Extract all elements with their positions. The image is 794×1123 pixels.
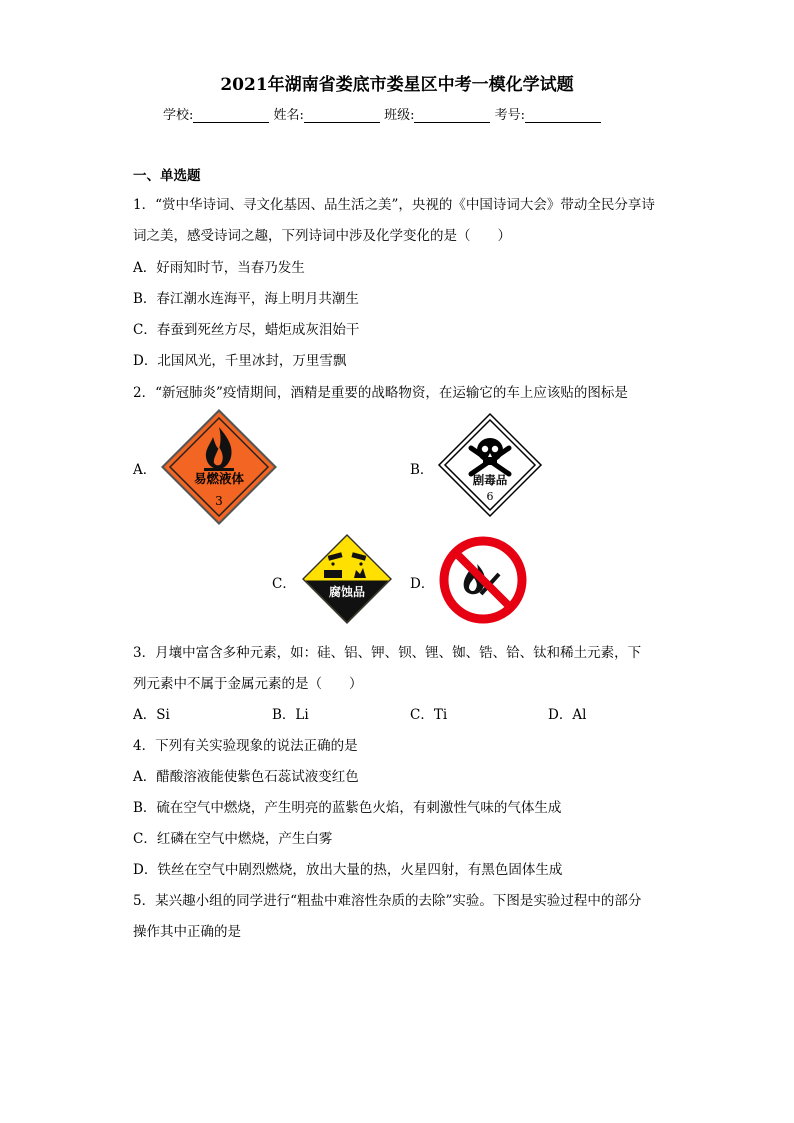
q2-stem: 2．“新冠肺炎”疫情期间，酒精是重要的战略物资，在运输它的车上应该贴的图标是 <box>133 385 628 401</box>
school-label: 学校: <box>163 108 194 123</box>
q4-option-c: C．红磷在空气中燃烧，产生白雾 <box>133 831 333 847</box>
q3-option-d: D．Al <box>548 707 587 723</box>
q1-stem-line1: 1．“赏中华诗词、寻文化基因、品生活之美”，央视的《中国诗词大会》带动全民分享诗 <box>133 197 655 213</box>
class-blank <box>414 109 490 123</box>
no-fire-sign <box>437 534 529 626</box>
q4-stem: 4．下列有关实验现象的说法正确的是 <box>133 738 358 754</box>
q3-stem-line2: 列元素中不属于金属元素的是（ ） <box>133 676 363 692</box>
q1-stem-line2: 词之美，感受诗词之趣，下列诗词中涉及化学变化的是（ ） <box>133 228 511 244</box>
school-blank <box>193 109 269 123</box>
q3-option-a: A．Si <box>133 707 170 723</box>
sign-b-number: 6 <box>486 490 494 503</box>
sign-a-number: 3 <box>215 494 223 508</box>
q1-option-a: A．好雨知时节，当春乃发生 <box>133 260 305 276</box>
q1-option-b: B．春江潮水连海平，海上明月共潮生 <box>133 291 359 307</box>
corrosive-sign <box>300 532 394 626</box>
section-heading: 一、单选题 <box>133 168 201 184</box>
q1-option-c: C．春蚕到死丝方尽，蜡炬成灰泪始干 <box>133 322 360 338</box>
q2-option-d: D． <box>410 576 435 592</box>
q3-option-b: B．Li <box>272 707 309 723</box>
name-blank <box>304 109 380 123</box>
exam-no-blank <box>525 109 601 123</box>
sign-b-label: 剧毒品 <box>472 473 508 487</box>
flammable-liquid-sign <box>159 407 279 527</box>
page-title: 2021年湖南省娄底市娄星区中考一模化学试题 <box>220 75 574 95</box>
q4-option-d: D．铁丝在空气中剧烈燃烧，放出大量的热，火星四射，有黑色固体生成 <box>133 862 563 878</box>
name-label: 姓名: <box>273 108 304 123</box>
q2-option-a: A． <box>133 462 157 478</box>
q4-option-a: A．醋酸溶液能使紫色石蕊试液变红色 <box>133 769 359 785</box>
q3-stem-line1: 3．月壤中富含多种元素，如：硅、铝、钾、钡、锂、铷、锆、铪、钛和稀土元素，下 <box>133 645 642 661</box>
sign-a-label: 易燃液体 <box>193 471 245 486</box>
info-line <box>163 104 601 123</box>
q2-option-c: C． <box>272 576 296 592</box>
q4-option-b: B．硫在空气中燃烧，产生明亮的蓝紫色火焰，有刺激性气味的气体生成 <box>133 800 562 816</box>
toxic-substance-sign <box>437 412 543 518</box>
exam-no-label: 考号: <box>494 108 525 123</box>
q5-stem-line2: 操作其中正确的是 <box>133 924 241 940</box>
class-label: 班级: <box>384 108 415 123</box>
q3-option-c: C．Ti <box>410 707 448 723</box>
q2-option-b: B． <box>410 462 434 478</box>
q1-option-d: D．北国风光，千里冰封，万里雪飘 <box>133 353 347 369</box>
q5-stem-line1: 5．某兴趣小组的同学进行“粗盐中难溶性杂质的去除”实验。下图是实验过程中的部分 <box>133 893 642 909</box>
sign-c-label: 腐蚀品 <box>328 585 366 599</box>
